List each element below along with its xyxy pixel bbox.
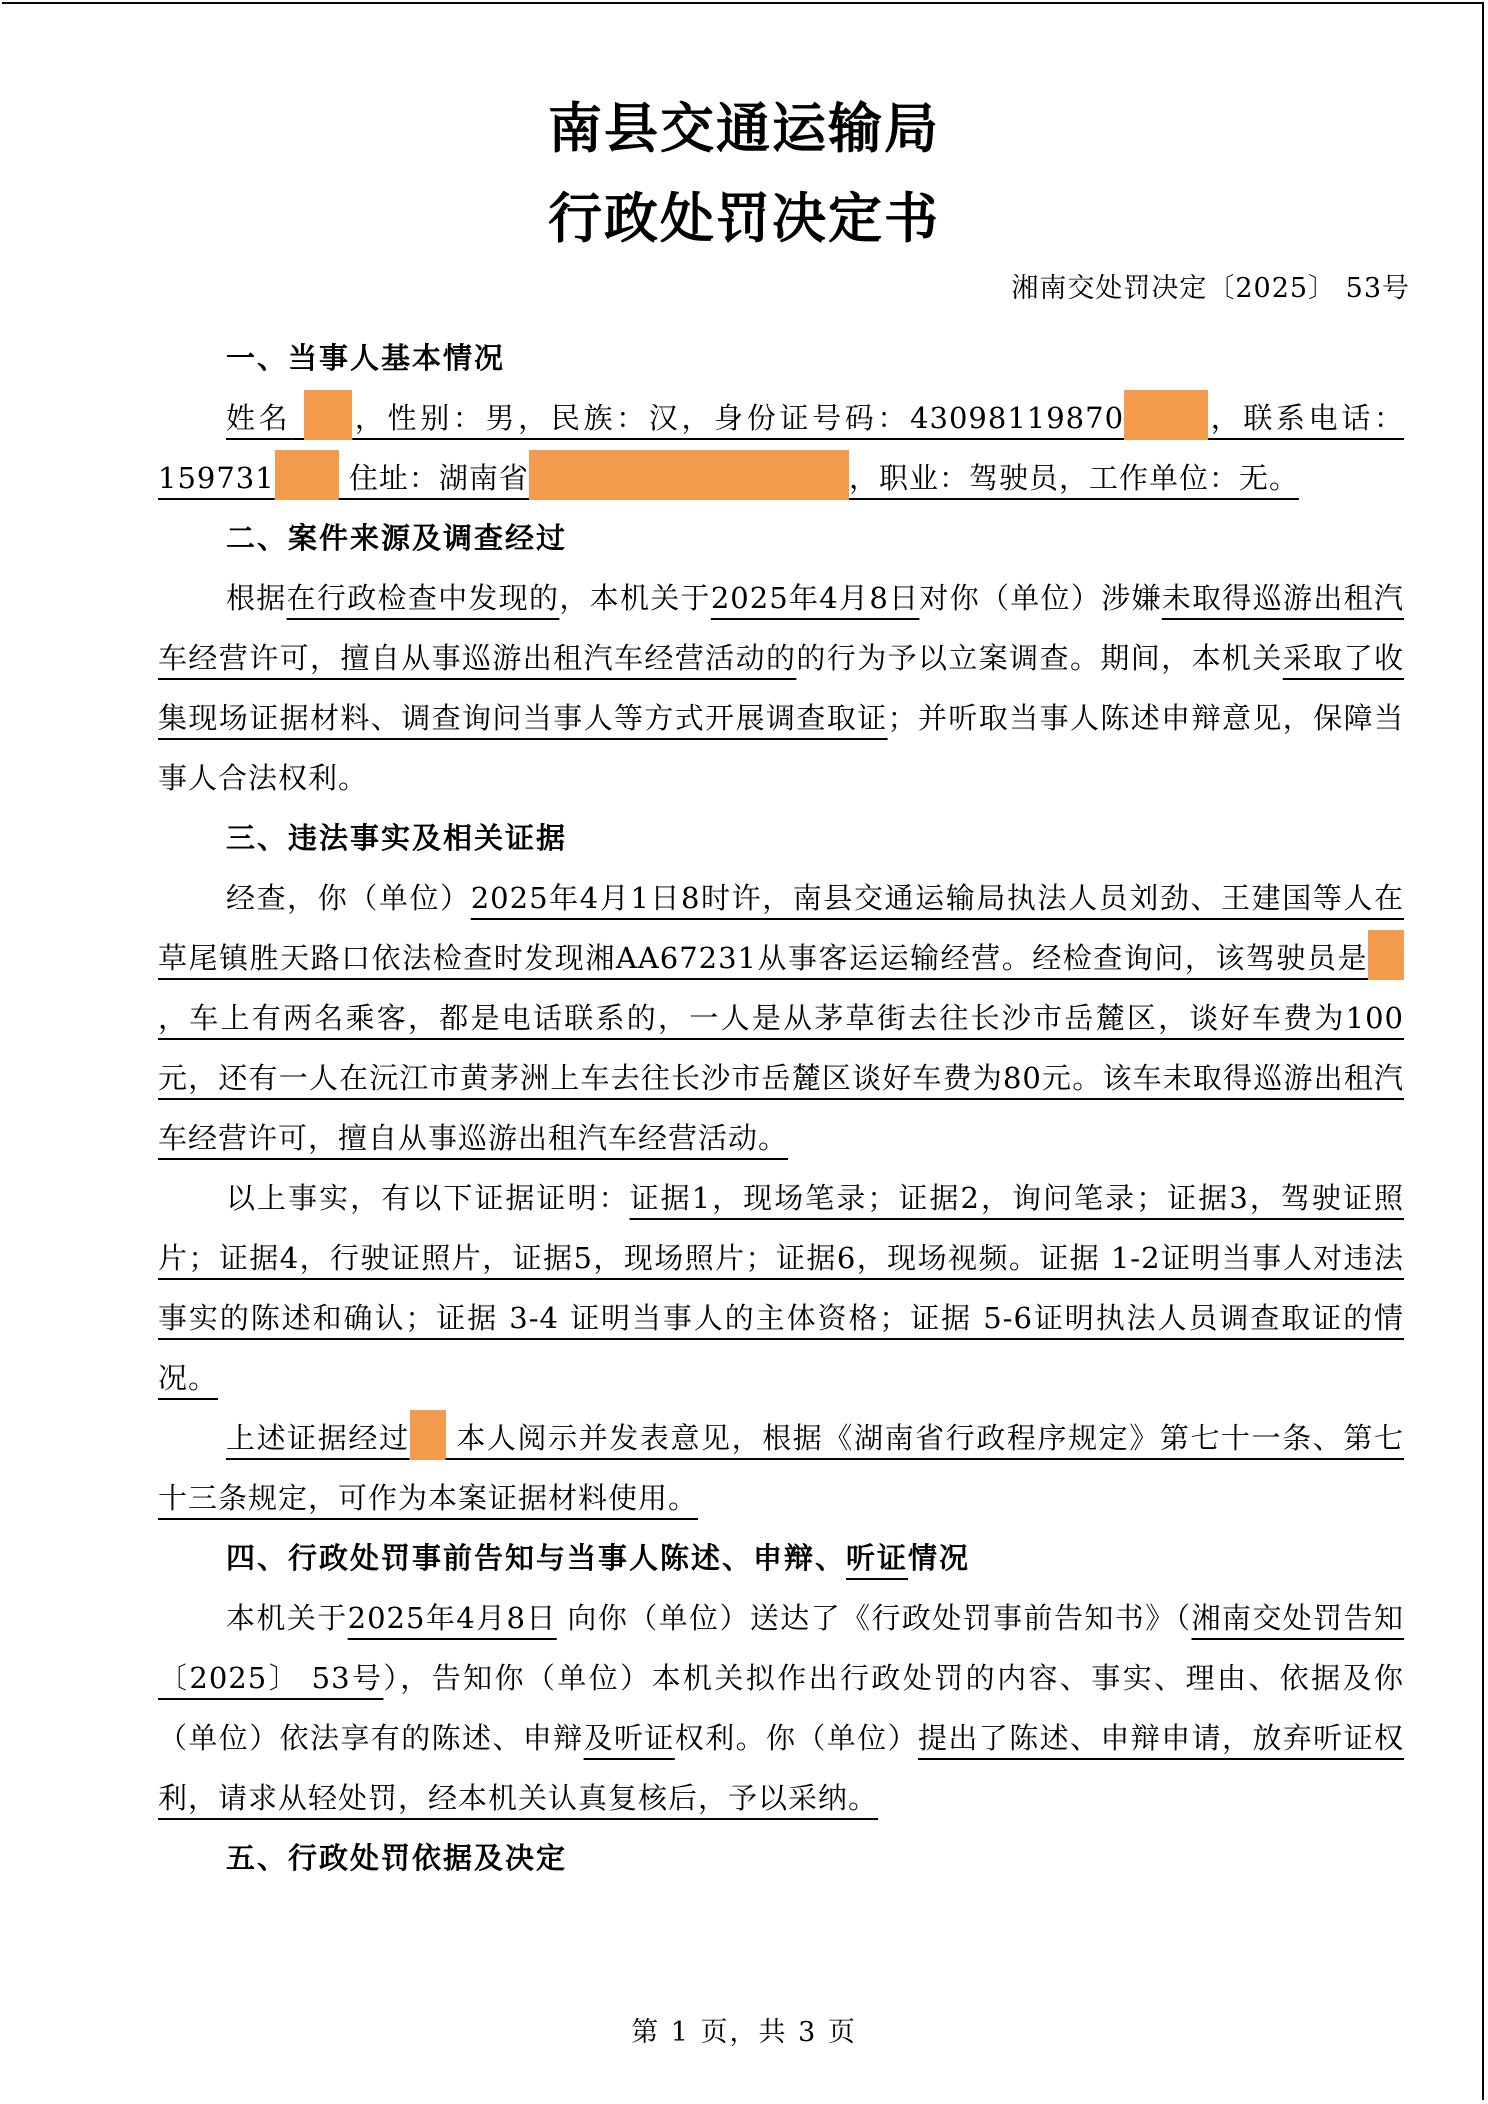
section-4-heading: 四、行政处罚事前告知与当事人陈述、申辩、听证情况 [226,1541,971,1575]
facts-paragraph: 经查，你（单位）2025年4月1日8时许，南县交通运输局执法人员刘劲、王建国等人在草尾镇胜天路口依法检查时发现湘AA67231从事客运运输经营。经检查询问，该驾驶员是，车上有两名乘客，都是电话联系的，一人是从茅草街去往长沙市岳麓区，谈好车费为100元，还有一人在沅江市黄茅洲上车去往长沙市岳麓区谈好车费为80元。该车未取得巡游出租汽车经营许可，擅自从事巡游出租汽车经营活动。 [158,881,1404,1155]
redaction-reviewer [410,1410,446,1460]
redaction-driver-name [1368,930,1404,980]
redaction-phone [275,450,339,500]
notice-paragraph: 本机关于2025年4月8日 向你（单位）送达了《行政处罚事前告知书》（湘南交处罚告知〔2025〕 53号），告知你（单位）本机关拟作出行政处罚的内容、事实、理由、依据及你（单位）依法享有的陈述、申辩及听证权利。你（单位）提出了陈述、申辩申请，放弃听证权利，请求从轻处罚，经本机关认真复核后，予以采纳。 [158,1601,1404,1815]
redaction-id-number [1124,390,1208,440]
document-number: 湘南交处罚决定〔2025〕 53号 [1011,273,1410,304]
redaction-name [304,390,352,440]
party-info-paragraph: 姓名 ，性别：男，民族：汉，身份证号码：43098119870 ，联系电话：159731 住址：湖南省 ，职业：驾驶员，工作单位：无。 [158,388,1404,508]
section-1-heading: 一、当事人基本情况 [226,341,506,375]
redaction-address [529,450,849,500]
document-body [158,328,1404,1888]
evidence-paragraph: 以上事实，有以下证据证明：证据1，现场笔录；证据2，询问笔录；证据3，驾驶证照片；证据4，行驶证照片，证据5，现场照片；证据6，现场视频。证据 1-2证明当事人对违法事实的陈述和确认；证据 3-4 证明当事人的主体资格；证据 5-6证明执法人员调查取证的情况。 [158,1181,1404,1395]
section-2-heading: 二、案件来源及调查经过 [226,521,568,555]
section-5-heading: 五、行政处罚依据及决定 [226,1841,568,1875]
name-label: 姓名 [226,401,292,435]
page-footer: 第 1 页，共 3 页 [631,2017,857,2048]
case-source-paragraph: 根据在行政检查中发现的，本机关于2025年4月8日对你（单位）涉嫌未取得巡游出租汽车经营许可，擅自从事巡游出租汽车经营活动的的行为予以立案调查。期间，本机关采取了收集现场证据材料、调查询问当事人等方式开展调查取证；并听取当事人陈述申辩意见，保障当事人合法权利。 [158,581,1404,795]
document-title: 行政处罚决定书 [548,187,940,250]
section-3-heading: 三、违法事实及相关证据 [226,821,568,855]
evidence-review-paragraph: 上述证据经过 本人阅示并发表意见，根据《湖南省行政程序规定》第七十一条、第七十三条规定，可作为本案证据材料使用。 [158,1408,1404,1528]
authority-title: 南县交通运输局 [548,97,940,160]
